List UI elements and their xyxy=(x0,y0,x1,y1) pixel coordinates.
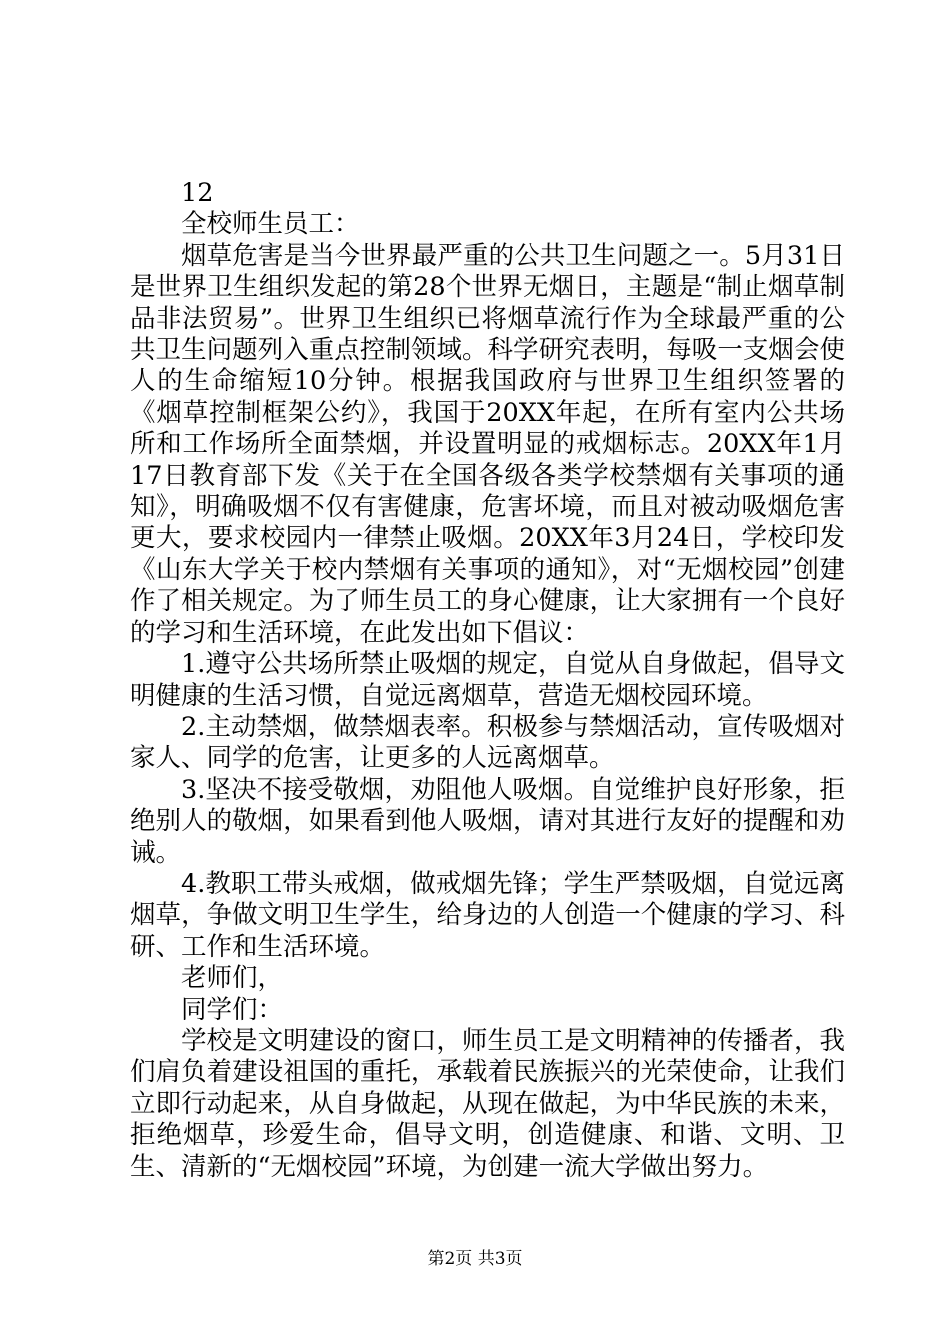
intro-paragraph: 烟草危害是当今世界最严重的公共卫生问题之一。5月31日是世界卫生组织发起的第28个世界无烟日，主题是“制止烟草制品非法贸易”。世界卫生组织已将烟草流行作为全球最严重的公共卫生问题列入重点控制领域。科学研究表明，每吸一支烟会使人的生命缩短10分钟。根据我国政府与世界卫生组织签署的《烟草控制框架公约》，我国于20XX年起，在所有室内公共场所和工作场所全面禁烟，并设置明显的戒烟标志。20XX年1月17日教育部下发《关于在全国各级各类学校禁烟有关事项的通知》，明确吸烟不仅有害健康，危害坏境，而且对被动吸烟危害更大，要求校园内一律禁止吸烟。20XX年3月24日，学校印发《山东大学关于校内禁烟有关事项的通知》，对“无烟校园”创建作了相关规定。为了师生员工的身心健康，让大家拥有一个良好的学习和生活环境，在此发出如下倡议： xyxy=(130,240,845,648)
salutation: 全校师生员工： xyxy=(181,209,360,240)
page-footer: 第2页 共3页 xyxy=(427,1249,523,1269)
closing-paragraph: 学校是文明建设的窗口，师生员工是文明精神的传播者，我们肩负着建设祖国的重托，承载着民族振兴的光荣使命，让我们立即行动起来，从自身做起，从现在做起，为中华民族的未来，拒绝烟草，珍爱生命，倡导文明，创造健康、和谐、文明、卫生、清新的“无烟校园”环境，为创建一流大学做出努力。 xyxy=(130,1025,845,1182)
proposal-item-2: 2.主动禁烟，做禁烟表率。积极参与禁烟活动，宣传吸烟对家人、同学的危害，让更多的人远离烟草。 xyxy=(130,711,845,774)
document-number: 12 xyxy=(181,178,214,208)
address-teachers: 老师们， xyxy=(181,963,284,994)
document-body xyxy=(130,178,845,1183)
proposal-item-3: 3.坚决不接受敬烟，劝阻他人吸烟。自觉维护良好形象，拒绝别人的敬烟，如果看到他人吸烟，请对其进行友好的提醒和劝诫。 xyxy=(130,774,845,868)
proposal-item-4: 4.教职工带头戒烟，做戒烟先锋；学生严禁吸烟，自觉远离烟草，争做文明卫生学生，给身边的人创造一个健康的学习、科研、工作和生活环境。 xyxy=(130,868,845,962)
proposal-item-1: 1.遵守公共场所禁止吸烟的规定，自觉从自身做起，倡导文明健康的生活习惯，自觉远离烟草，营造无烟校园环境。 xyxy=(130,649,845,711)
address-students: 同学们： xyxy=(181,994,284,1025)
